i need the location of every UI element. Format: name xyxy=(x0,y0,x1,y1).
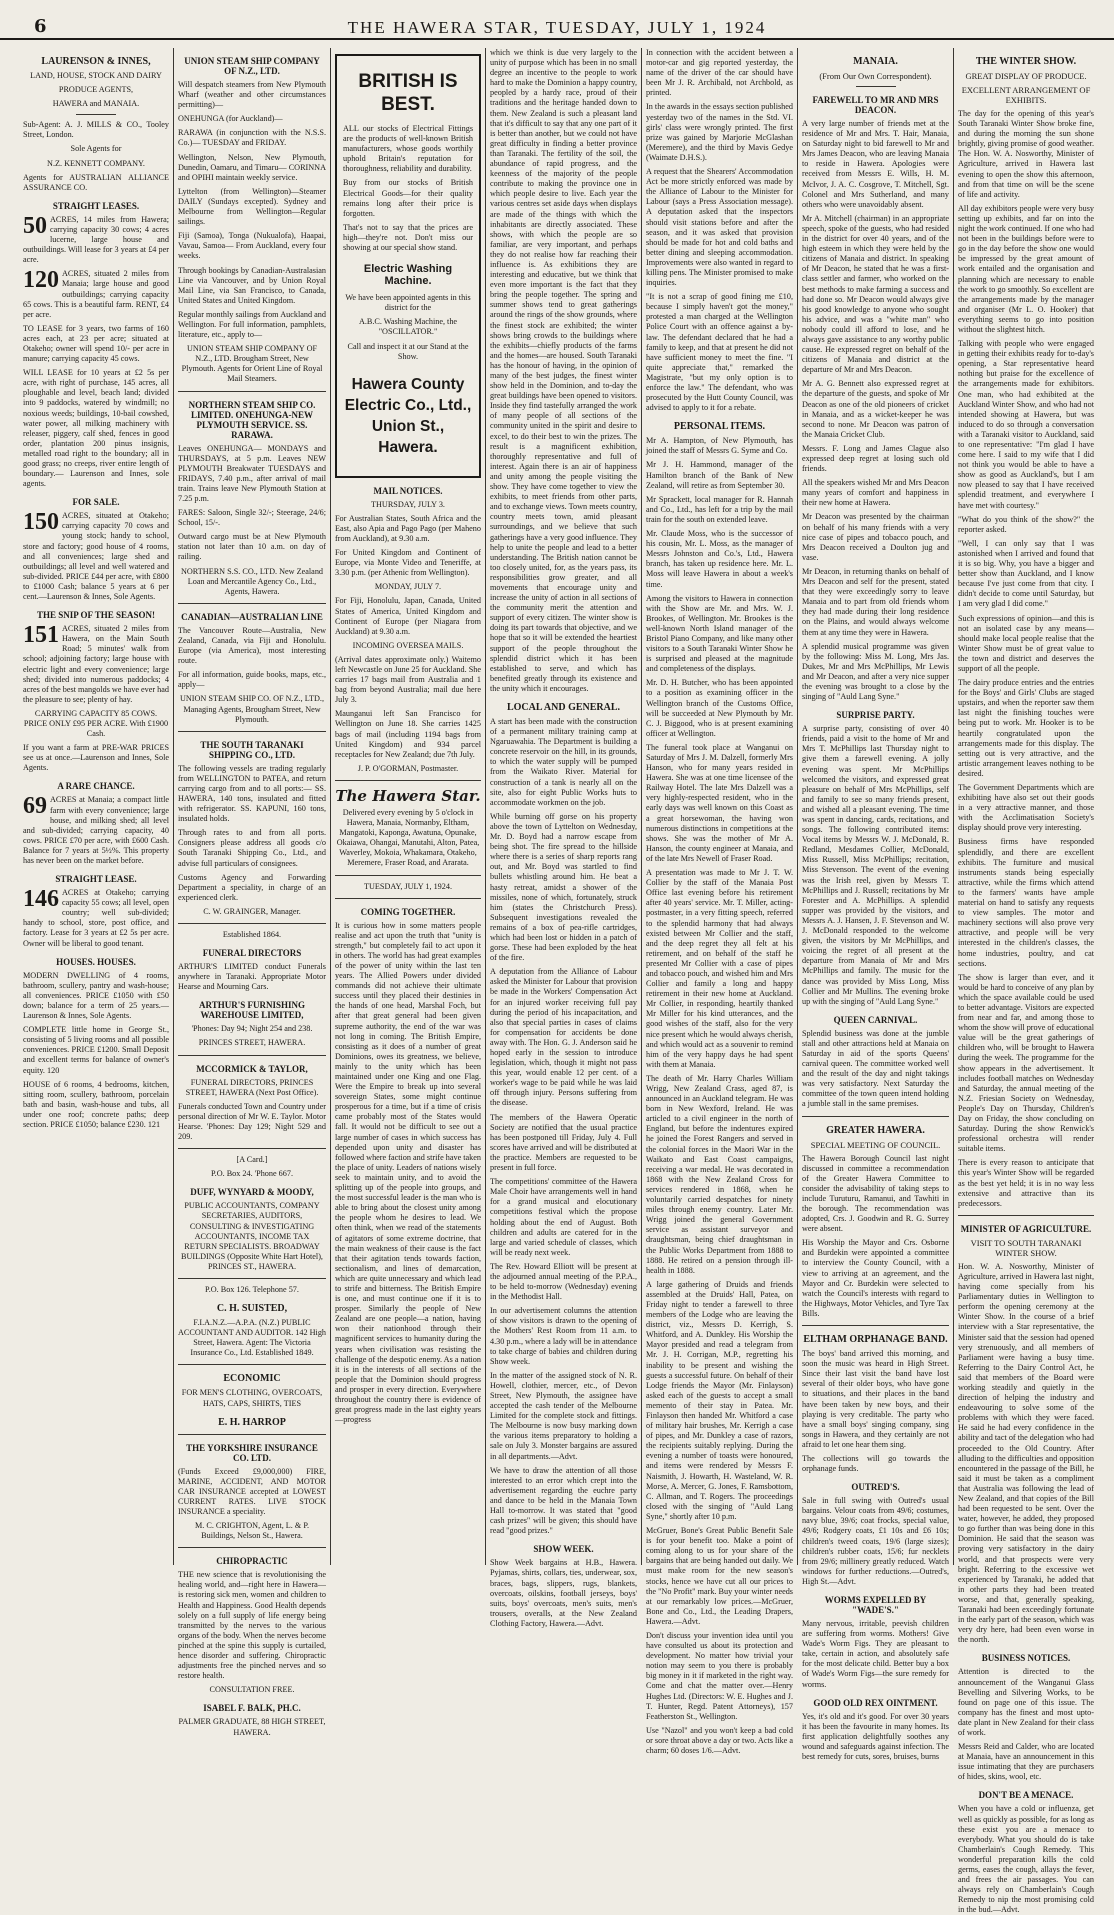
ad-text: (Funds Exceed £9,000,000) FIRE, MARINE, ACCIDENT, AND MOTOR CAR INSURANCE accepted at LOWEST CURRENT RATES. LIVE STOCK INSURANCE a speciality. xyxy=(178,1466,326,1516)
mail-date: MONDAY, JULY 7. xyxy=(374,582,442,592)
news-item: Business firms have responded splendidly, and there are excellent exhibits. The furniture and musical instruments stands being especially attractive, while the firms which attend to the farmers' wants have ample material on hand to satisfy any requests to view samples. The motor and machinery sections will also prove very attractive, and people will be very interested in the children's classes, the home industries, poultry, and cat sections. xyxy=(958,837,1094,968)
news-item: A start has been made with the construction of a permanent military training camp at Ngaruawahia. The Department is building a concrete reservoir on the hill, in its grounds, to which the water supply will be pumped from the Waikato River. Material for construction of a tank is nearly all on the site, also for eight Public Works huts to accommodate workmen on the job. xyxy=(490,717,637,807)
listing-number: 69 xyxy=(23,793,47,820)
news-item: In our advertisement columns the attention of show visitors is drawn to the opening of the Mothers' Rest Room from 11 a.m. to 4.30 p.m., where a lady will be in attendance to take charge of babies and children during Show week. xyxy=(490,1306,637,1366)
listing-text: ACRES at Manaia; a compact little farm with every convenience; large house, and milking shed; all level and sub-divided; carrying capacity, 40 cows. PRICE £70 per acre, with £600 Cash. Balance for 7 years at 5½%. This property has never been on the market before. xyxy=(23,795,169,865)
column-rule xyxy=(330,48,331,1565)
section-heading: A RARE CHANCE. xyxy=(57,781,135,792)
news-item: The death of Mr. Harry Charles William Wrigg, New Zealand Crass, aged 87, is announced in an Auckland telegram. He was born in New Wexford, Ireland. He was articled to a civil engineer in the north of England, but before the indentures expired he joined the Forest Rangers and served in the colonial forces in the Maori War in the Waikato and East Coast campaigns, receiving a war medal. He was decorated in 1868 with the New Zealand Cross for services rendered in 1868, when he voluntarily carried despatches for ninety miles through enemy country. Later Mr. Wrigg joined the general Government service as assistant surveyor and draughtsman, being chief draughtsman in the Public Works Department from 1888 to 1888. He retired on a pension through ill-health in 1888. xyxy=(646,1073,793,1275)
column-rule xyxy=(797,48,798,1565)
ad-heading: CHIROPRACTIC xyxy=(216,1556,288,1567)
mail-date: THURSDAY, JULY 3. xyxy=(371,499,445,509)
editorial-text: which we think is due very largely to the unity of purpose which has been in no small degree an incentive to the people to work hard to make the Dominion a happy country, peopled by a hardy race, proud of their traditions and the heritage handed down to them. New Zealand is such a pleasant land that it's difficult to say that any one part of it is better than another, but we could not have great difficulty in finding a better province than Taranaki. The fertility of the soil, the abundance of rapid progress, and the keenness of the majority of the people contribute to making the province one in which people desire to live. Each year the various centres set aside days when displays are made of the things with which the inhabitants are directly associated. These shows, with which the people are so familiar, are very important, and perhaps they do not realise how far reaching their influence is. As exhibitions they are interesting and educative, but we think that even more important is the fact that they bring the people together. The spring and summer shows tend to great gatherings around the rings of the show grounds, where the finest stock are exhibited; the winter shows bring crowds to the buildings where the exhibits—chiefly products of the farms and the homes—are housed. South Taranaki has the honour of having, in the opinion of many of the best judges, the finest winter show held in the Dominion, and to-day the great buildings have been opened to visitors. Inside they find tastefully arranged the work of many people of all sections of the community united in the spirit and desire to excel, to do their best to win the prizes. The result is a magnificent exhibition, thoroughly representative and full of interest. Again there is an air of happiness and unity among the people visiting the show. They have come together to view the exhibits, to meet friends from other parts, and to exchange views. Town meets country, country meets town, amid pleasant surroundings, and we believe that such gatherings have a very good influence. They help to unite the people and lead to a better understanding. The British nation cannot be too closely united, for, as the years pass, its responsibilities grow greater, and all movements that encourage unity and increase the unity of action in all sections of the community merit the attention and support of every citizen. The winter show is doing its part towards that objective, and we hope that so it will be extended the heartiest support of the people throughout the splendid district which it has been established to serve, and which has benefited greatly through its existence and the unity which it encourages. xyxy=(490,48,637,693)
editorial-date: TUESDAY, JULY 1, 1924. xyxy=(363,881,453,891)
listing-text: ACRES, 14 miles from Hawera; carrying capacity 30 cows; 4 acres lucerne, large house and outbuildings. Will lease for 3 years at £4 per acre. xyxy=(23,214,169,265)
subheading: GREAT DISPLAY OF PRODUCE. xyxy=(965,71,1087,81)
subheading: EXCELLENT ARRANGEMENT OF EXHIBITS. xyxy=(961,85,1091,105)
news-item: His Worship the Mayor and Crs. Osborne and Burdekin were appointed a committee to interview the County Council, with a view to arriving at an agreement, and the Mayor and Cr. Burdekin were selected to watch the Council's interests with regard to the Highways, Motor Vehicles, and Tyre Tax Bills. xyxy=(802,1238,949,1318)
subsection-heading: GOOD OLD REX OINTMENT. xyxy=(813,1697,938,1708)
ad-text: Through bookings by Canadian-Australasian Line via Vancouver, and by Union Royal Mail Line, via San Francisco, to Canada, United States and United Kingdom. xyxy=(178,265,326,305)
news-item: Yes, it's old and it's good. For over 30 years it has been the favourite in many homes. Its first application delightfully soothes any wound and safeguards against infection. The best remedy for cuts, sores, bruises, burns xyxy=(802,1711,949,1762)
listing-number: 146 xyxy=(23,886,59,913)
section-heading: THE WINTER SHOW. xyxy=(975,56,1077,67)
news-item: Talking with people who were engaged in getting their exhibits ready for to-day's opening, a Star representative heard nothing but praise for the excellence of the arrangements made for exhibitors. One man, who had exhibited at the Auckland Winter Show, and who had not intended showing at Hawera, but was induced to do so through a conversation with a Taranaki visitor to Auckland, said to one representative: "I'm glad I have come here. I said to my wife that I did not think you would be able to have a show as good as Auckland's, but I am now pleased to say that I have received splendid treatment, and everywhere I have met with courtesy." xyxy=(958,339,1094,510)
section-heading: LOCAL AND GENERAL. xyxy=(506,702,621,713)
subsection-heading: SURPRISE PARTY. xyxy=(836,710,915,721)
divider xyxy=(335,875,481,876)
mail-notice: For Fiji, Honolulu, Japan, Canada, United States of America, United Kingdom and Continent of Europe (per Niagara from Auckland) at 9.30 a.m. xyxy=(335,596,481,636)
ad-text: Funerals conducted Town and Country under personal direction of Mr W. E. Taylor. Motor Hearse. 'Phones: Day 129; Night 529 and 209. xyxy=(178,1101,326,1142)
ad-text: Will despatch steamers from New Plymouth Wharf (weather and other circumstances permitting)— xyxy=(178,80,326,110)
news-item: A deputation from the Alliance of Labour asked the Minister for Labour that provision be made in the Workers' Compensation Act for an injured worker receiving full pay during the period of his incapacitation, and also that special parties in cases of claims for compensation for accidents be done away with. The Hon. G. J. Anderson said he hoped early in the session to introduce legislation, which, though it might not pass this year, would enable 12 per cent. of a worker's wage to be paid while he was laid off through injury. Persons suffering from the disease. xyxy=(490,967,637,1108)
divider xyxy=(76,114,116,115)
ad-heading: ISABEL F. BALK, PH.C. xyxy=(203,1703,301,1714)
news-item: In the matter of the assigned stock of N. R. Howell, clothier, mercer, etc., of Devon Street, New Plymouth, the assignee have accepted the cash tender of the Melbourne Limited for the complete stock and fittings. The Melbourne is now busy marking down the various items preparatory to holding a sale on July 3. Monster bargains are assured in all departments.—Advt. xyxy=(490,1370,637,1461)
mail-date: INCOMING OVERSEA MAILS. xyxy=(352,640,464,650)
news-item: Use "Nazol" and you won't keep a bad cold or sore throat above a day or two. Acts like a charm; 60 doses 1/6.—Advt. xyxy=(646,1725,793,1755)
divider xyxy=(802,1325,949,1326)
mail-notice: For Australian States, South Africa and the East, also Apia and Pago Pago (per Maheno from Auckland), at 9.30 a.m. xyxy=(335,513,481,543)
ad-text: Fiji (Samoa), Tonga (Nukualofa), Haapai, Vavau, Samoa— From Auckland, every four weeks. xyxy=(178,231,326,261)
divider xyxy=(335,780,481,781)
column-4-local-general xyxy=(487,48,640,1628)
ad-text: We have been appointed agents in this district for the xyxy=(345,293,471,313)
ad-text: UNION STEAM SHIP COMPANY OF N.Z., LTD. Brougham Street, New Plymouth. Agents for Orient Line of Royal Mail Steamers. xyxy=(181,344,323,384)
news-item: The collections will go towards the orphanage funds. xyxy=(802,1453,949,1474)
listing-text: CARRYING CAPACITY 85 COWS. PRICE ONLY £95 PER ACRE. With £1900 Cash. xyxy=(23,708,169,739)
ad-company-name: Hawera County Electric Co., Ltd., Union St., Hawera. xyxy=(344,375,472,456)
news-item: The day for the opening of this year's South Taranaki Winter Show broke fine, and during the morning the sun shone brightly, giving promise of good weather. The Hon. W. A. Nosworthy, Minister of Agriculture, arrived in Hawera last evening to open the show this afternoon, and from that time on will be the scene of life and activity. xyxy=(958,109,1094,199)
news-item: In the awards in the essays section published yesterday two of the names in the Std. VI. girls' class were wrongly printed. The first prize was gained by Marjorie McGlashan (Meremere), and the third by Mavis Gedye (Waimate D.H.S.). xyxy=(646,102,793,162)
news-item: Such expressions of opinion—and this is not an isolated case by any means—should make local people realise that the Winter Show must be of great value to the town and district and deserves the support of all the people. xyxy=(958,613,1094,673)
news-item: The Rev. Howard Elliott will be present at the adjourned annual meeting of the P.P.A., to be held to-morrow (Wednesday) evening in the Methodist Hall. xyxy=(490,1261,637,1302)
newspaper-title: THE HAWERA STAR, TUESDAY, JULY 1, 1924 xyxy=(347,18,767,37)
news-item: Messrs. F. Long and James Clague also expressed deep regret at losing such old friends. xyxy=(802,443,949,474)
ad-text: P.O. Box 24. 'Phone 667. xyxy=(211,1169,293,1179)
subsection-heading: OUTRED'S. xyxy=(851,1482,900,1493)
news-item: McGruer, Bone's Great Public Benefit Sale is for your benefit too. Make a point of coming along to us for your share of the bargains that are being handed out daily. We must make room for the new season's stocks, hence we have cut all our prices to the "No Profit" mark. Buy your winter needs at our remarkably low prices.—McGruer, Bone and Co., Ltd., the Leading Drapers, Hawera.—Advt. xyxy=(646,1526,793,1626)
divider xyxy=(178,1055,326,1056)
ad-text: 'Phones: Day 94; Night 254 and 238. xyxy=(191,1024,313,1034)
ad-heading: CANADIAN—AUSTRALIAN LINE xyxy=(181,611,323,622)
subsection-heading: WORMS EXPELLED BY "WADE'S." xyxy=(824,1595,927,1615)
divider xyxy=(802,1116,949,1117)
news-item: The dairy produce entries and the entries for the Boys' and Girls' Clubs are staged upstairs, and when the reporter saw them last night the finishing touches were being put to work. Mr. Hooker is to be heartily congratulated upon the arrangements made for this display. The setting out is very attractive, and the artistic arrangement leaves nothing to be desired. xyxy=(958,678,1094,778)
subsection-heading: FAREWELL TO MR AND MRS DEACON. xyxy=(812,95,939,115)
news-item: There is every reason to anticipate that this year's Winter Show will be regarded as the best yet held; it is in no way less extensive and attractive than its predecessors. xyxy=(958,1158,1094,1208)
listing-text: ACRES, situated 2 miles from Manaia; large house and good outbuildings; carrying capacity 65 cows. This is a beautiful farm. RENT, £4 per acre. xyxy=(23,269,169,319)
news-item: "Well, I can only say that I was astonished when I arrived and found that it is so big. Why, you have a bigger and better show than Auckland, and I know because I've just come from that city. I didn't decide to come until Saturday, but I am very glad I did come." xyxy=(958,538,1094,609)
listing xyxy=(23,795,169,866)
section-heading: BUSINESS NOTICES. xyxy=(981,1653,1071,1664)
news-item: The show is larger than ever, and it would be hard to conceive of any plan by which the space available could be used to better advantage. Visitors are expected from near and far, and among those to whom the show will prove of educational value will be the great gatherings of children who, will be brought to Hawera during the week. The programme for the show appears in the advertisement. It includes football matches on Wednesday and Saturday, the annual meeting of the N.Z. Friesian Society on Wednesday, People's Day on Thursday, Children's Day on Friday, the show concluding on Saturday. During the show Renwick's professional orchestra will render suitable items. xyxy=(958,972,1094,1154)
divider xyxy=(178,1278,326,1279)
news-item: Mr A. G. Bennett also expressed regret at the departure of the guests, and spoke of Mr Deacon as one of the old pioneers of cricket in Manaia, and as a wicket-keeper he was second to none. Mr Deacon was patron of the Manaia Cricket Club. xyxy=(802,379,949,439)
ad-text: ALL our stocks of Electrical Fittings are the products of well-known British manufacturers, whose goods worthily uphold Britain's reputation for thoroughness, reliability and durability. xyxy=(343,124,473,174)
page-number: 6 xyxy=(34,16,47,37)
section-heading: MINISTER OF AGRICULTURE. xyxy=(960,1223,1092,1234)
ad-text: PRINCES STREET, HAWERA. xyxy=(198,1038,306,1048)
section-heading: HOUSES. HOUSES. xyxy=(56,956,136,967)
listing xyxy=(23,511,169,602)
ad-text: Regular monthly sailings from Auckland and Wellington. For full information, pamphlets, literature, etc., apply to— xyxy=(178,309,326,340)
listing-text: TO LEASE for 3 years, two farms of 160 acres each, at 23 per acre; situated at Otakeho; owner will spend 10/- per acre in manure; carrying capacity 45 cows. xyxy=(23,323,169,364)
section-heading: FOR SALE. xyxy=(72,497,120,508)
ad-text: NORTHERN S.S. CO., LTD. New Zealand Loan and Mercantile Agency Co., Ltd., Agents, Hawera. xyxy=(180,566,324,596)
section-heading: MANAIA. xyxy=(853,56,898,67)
news-item: The funeral took place at Wanganui on Saturday of Mrs J. M. Dalzell, formerly Mrs Hanson, who for many years resided in Hawera. She was at one time licensee of the Railway Hotel. The late Mrs Dalzell was a very highly-respected resident, who in the early days was well known on this Coast as a great horsewoman, the having won numerous distinctions in competitions at the shows. She was the mother of Mr A. Hanson, the county engineer at Manaia, and of the late Mrs Newell of Fraser Road. xyxy=(646,742,793,863)
column-1-laurenson-innes xyxy=(20,48,172,1565)
ad-text: ONEHUNGA (for Auckland)— xyxy=(178,114,283,124)
ad-text: A.B.C. Washing Machine, the "OSCILLATOR." xyxy=(358,317,458,337)
news-item: Mr. D. H. Butcher, who has been appointed to a position as examining officer in the Wellington branch of the Customs Office, will be succeeded at New Plymouth by Mr. C. J. Biggood, who is at present examining officer at Wellington. xyxy=(646,678,793,738)
ad-text: LAND, HOUSE, STOCK AND DAIRY xyxy=(30,71,162,80)
news-item: Attention is directed to the announcement of the Wanganui Glass Bevelling and Silvering Works, to be found on page one of this issue. The company has the finest and most upto-date plant in New Zealand for their class of work. xyxy=(958,1667,1094,1737)
ad-heading: E. H. HARROP xyxy=(218,1416,286,1428)
subsection-heading: SPECIAL MEETING OF COUNCIL. xyxy=(810,1139,941,1150)
ad-text: F.I.A.N.Z.—A.P.A. (N.Z.) PUBLIC ACCOUNTANT AND AUDITOR. 142 High Street, Hawera. Agent: The Victoria Insurance Co., Ltd. Established 1849. xyxy=(178,1318,327,1358)
news-item: The competitions' committee of the Hawera Male Choir have arrangements well in hand for a grand musical and elocutionary competitions festival which the propose holding about the end of August. Both children and adults are catered for in the large and varied schedule of classes, which will be ready next week. xyxy=(490,1177,637,1257)
news-item: Mr J. H. Hammond, manager of the Hamilton branch of the Bank of New Zealand, will retire as from September 30. xyxy=(646,460,793,490)
listing-text: ACRES, situated at Otakeho; carrying capacity 70 cows and young stock; handy to school, store and factory; good house of 4 rooms, and all conveniences; large shed and outbuildings; all level and well watered and sub-divided. PRICE £44 per acre, with £800 to £1000 Cash; balance 5 years at 6 per cent.—Laurenson & Innes, Sole Agents. xyxy=(23,511,169,602)
ad-text: Call and inspect it at our Stand at the Show. xyxy=(347,341,469,361)
listing-number: 150 xyxy=(23,509,59,536)
ad-text: FUNERAL DIRECTORS, PRINCES STREET, HAWERA (Next Post Office). xyxy=(185,1077,319,1097)
divider xyxy=(178,923,326,924)
ad-text: Sole Agents for xyxy=(70,144,122,154)
section-heading: GREATER HAWERA. xyxy=(826,1124,925,1136)
editorial-text: It is curious how in some matters people realise and act upon the truth that "unity is strength," but completely fail to act upon it in others. The world has had great examples of the power of unity within the last ten years. The Allied Powers under divided commands did not achieve their ultimate success until they placed their destinies in the hands of one head, Marshal Foch, but after that great general had been given supreme authority, the end of the war was not long in coming. The British Empire, consisting as it does of a number of great Dominions, owes its greatness, we believe, mainly to the unity which has been maintained under one King and one Flag. Were the Empire to break up into several sovereign States, some might continue prosperous for a time, but if a time of crisis came probably most of the States would fall. It would not be difficult to see out a large number of cases in which success has depended upon unity and disaster has followed where faction and strife have taken the place of unity. Leaders of nations wisely seek to maintain unity, and to avoid the splitting up of the people into groups, and the most successful leader is the man who is able to bring about the closest unity among the people whom he desires to lead. We often think, when we read of the statements of agitators of some extreme doctrine, that the main weakness of their cause is the fact that their agitation tends towards faction, sectionalism, and lines of demarcation, which are quite unnecessary and which lead to strife and bitterness. The British Empire is one, and must continue one if it is to prosper. Similarly the people of New Zealand are one people—a nation, having won their nationhood through their magnificent services to humanity during the years when civilisation was resisting the challenge of the despotic enemy. As a nation it is in the interests of all sections of the people that the Dominion should progress and prosper in every direction. Everywhere throughout the country there is evidence of great progress made in the last eighty years—progress xyxy=(335,920,481,1425)
listing-text: HOUSE of 6 rooms, 4 bedrooms, kitchen, sitting room, scullery, bathroom, porcelain bath and basin, wash-house and tubs, all under one roof; concrete paths; deep section. PRICE £1050; balance £230. 121 xyxy=(23,1079,169,1129)
mail-signature: J. P. O'GORMAN, Postmaster. xyxy=(357,763,459,773)
divider xyxy=(178,1364,326,1365)
ad-text: The following vessels are trading regularly from WELLINGTON to PATEA, and return carrying cargo from and to all ports:— SS. HAWERA, 140 tons, insulated and fitted with refrigerator. SS. KAPUNI, 160 tons, insulated holds. xyxy=(178,763,326,824)
editorial-heading: COMING TOGETHER. xyxy=(360,906,456,917)
column-rule xyxy=(641,48,642,1565)
news-item: Messrs Reid and Calder, who are located at Manaia, have an announcement in this issue intimating that they are purchasers of hides, skins, wool, etc. xyxy=(958,1742,1094,1782)
news-item: We have to draw the attention of all those interested to an error which crept into the advertisement regarding the euchre party and dance to be held in the Manaia Town Hall to-morrow. It was stated that "good cash prizes" will be given; this should have read "good prizes." xyxy=(490,1465,637,1536)
ad-text: FOR MEN'S CLOTHING, OVERCOATS, HATS, CAPS, SHIRTS, TIES xyxy=(181,1388,323,1408)
ad-text: Wellington, Nelson, New Plymouth, Dunedin, Oamaru, and Timaru— CORINNA and OPIHI maintain weekly service. xyxy=(178,152,326,182)
divider xyxy=(178,1434,326,1435)
column-5-personal-items xyxy=(643,48,796,1755)
news-item: Mr A. Mitchell (chairman) in an appropriate speech, spoke of the guests, who had resided in the district for over 40 years, and of the high esteem in which they were held by the citizens of Manaia and district. In speaking of Mr Deacon, he stated that he was a first-class settler and farmer, who worked on the best methods to make farming a success and had done so. Mr Deacon would always give his good knowledge to anyone who sought his advice, and was a "white man" who nobody could ill afford to lose, and he always gave assistance to any worthy public cause. He expressed regret on behalf of the citizens of Manaia and district at the departure of Mr and Mrs Deacon. xyxy=(802,213,949,375)
ad-text: ARTHUR'S LIMITED conduct Funerals anywhere in Taranaki. Appropriate Motor Hearse and Mourning Cars. xyxy=(178,962,326,992)
column-3-editorial xyxy=(332,48,484,1565)
news-item: The members of the Hawera Operatic Society are notified that the usual practice has been postponed till Friday, July 4. Full scores have arrived and will be distributed at the practice. Members are requested to be present in full force. xyxy=(490,1112,637,1173)
ad-text: The Vancouver Route—Australia, New Zealand, Canada, via Fiji and Honolulu. Europe (via America), most interesting route. xyxy=(178,625,326,666)
section-heading: THE SNIP OF THE SEASON! xyxy=(36,610,156,621)
listing xyxy=(23,212,169,265)
news-item: Mr. Claude Moss, who is the successor of his cousin, Mr. L. Moss, as the manager of Messrs Johnston and Co.'s, Ltd., Hawera branch, has taken up residence here. Mr. L. Moss will leave Hawera in about a week's time. xyxy=(646,529,793,589)
column-rule xyxy=(953,48,954,1565)
electric-co-advert xyxy=(335,54,481,478)
news-item: A splendid musical programme was given by the following: Miss M. Long, Mrs Jas. Dukes, Mr and Mrs McPhillips, Mr Lewis and Mr Deacon, and after a very nice supper the evening was brought to a close by the singing of "Auld Lang Syne." xyxy=(802,641,949,702)
news-item: In connection with the accident between a motor-car and gig reported yesterday, the name of the driver of the car should have been Mr J. R. Archibald, not Archbold, as printed. xyxy=(646,48,793,98)
listing-text: MODERN DWELLING of 4 rooms, bathroom, scullery, pantry and wash-house; all conveniences. PRICE £1050 with £50 down; balance for a term of 25 years.—Laurenson & Innes, Sole Agents. xyxy=(23,970,169,1021)
column-rule xyxy=(485,48,486,1565)
divider xyxy=(178,1547,326,1548)
news-item: The Government Departments which are exhibiting have also set out their goods in a very attractive manner, and those with the Acclimatisation Society's display should prove very interesting. xyxy=(958,783,1094,833)
listing xyxy=(23,624,169,705)
news-item: Mr Deacon, in returning thanks on behalf of Mrs Deacon and self for the present, stated that they were exceedingly sorry to leave Manaia and to part from old friends whom they had made during their long residence on the Plains, and would always welcome them at any time they were in Hawera. xyxy=(802,566,949,637)
ad-text: Through rates to and from all ports. Consigners please address all goods c/o South Taranaki Shipping Co., Ltd., and advise full particulars of consignees. xyxy=(178,828,326,868)
mail-notice: (Arrival dates approximate only.) Waitemo left Newcastle on June 25 for Auckland. She carries 17 bags mail from Australia and 1 bag from beyond Australia; mail due here July 3. xyxy=(335,654,481,705)
news-item: Mr A. Hampton, of New Plymouth, has joined the staff of Messrs G. Syme and Co. xyxy=(646,436,793,456)
ad-text: For all information, guide books, maps, etc., apply— xyxy=(178,670,326,690)
ad-text: Agents for AUSTRALIAN ALLIANCE ASSURANCE CO. xyxy=(23,172,169,192)
listing-number: 50 xyxy=(23,212,47,239)
listing-text: WILL LEASE for 10 years at £2 5s per acre, with right of purchase, 145 acres, all ploughable and level, beach land; divided into 9 paddocks, watered by windmill; no noxious weeds; buildings, 10-bail cowshed, water power, all milking machinery with releaser, piggery, calf shed, fences in good order, plantation 200 pinus insignis, metalled road right to the boundary; all in good grass; no creeps, river entire length of boundary.— Laurenson and Innes, sole agents. xyxy=(23,368,169,489)
ad-heading: DUFF, WYNYARD & MOODY, xyxy=(190,1187,314,1198)
subheading: VISIT TO SOUTH TARANAKI WINTER SHOW. xyxy=(970,1237,1082,1258)
mail-notice: Maunganui left San Francisco for Wellington on June 18. She carries 1425 bags of mail (including 1194 bags from United Kingdom) and 934 parcel receptacles for New Zealand; due 7th July. xyxy=(335,709,481,759)
listing-text: If you want a farm at PRE-WAR PRICES see us at once.—Laurenson and Innes, Sole Agents. xyxy=(23,743,169,773)
listing xyxy=(23,269,169,319)
divider xyxy=(178,603,326,604)
divider xyxy=(856,86,896,87)
divider xyxy=(335,898,481,899)
subsection-heading: DON'T BE A MENACE. xyxy=(978,1790,1074,1801)
news-item: Don't discuss your invention idea until you have consulted us about its protection and development. No matter how trivial your notion may seem to you there is probably big money in it if marketed in the right way. Come and chat the matter over.—Henry Hughes Ltd. (Directors: W. E. Hughes and J. T. Hunter, Regd. Patent Attorneys), 157 Featherston St., Wellington. xyxy=(646,1630,793,1721)
ad-heading: THE SOUTH TARANAKI SHIPPING CO., LTD. xyxy=(200,739,304,760)
section-heading: STRAIGHT LEASES. xyxy=(52,200,140,211)
news-item: Many nervous, irritable, peevish children are suffering from worms. Mothers! Give Wade's Worm Figs. They are pleasant to take, certain in action, and absolutely safe for the most delicate child. Better buy a box of Wade's Worm Figs—the sure remedy for worms. xyxy=(802,1619,949,1689)
column-6-manaia xyxy=(799,48,952,1762)
column-7-winter-show xyxy=(955,48,1097,1915)
news-item: "What do you think of the show?" the reporter asked. xyxy=(958,514,1094,534)
ad-text: Leaves ONEHUNGA— MONDAYS and THURSDAYS, at 5 p.m. Leaves NEW PLYMOUTH Breakwater TUESDAYS and FRIDAYS, 7.40 p.m., after arrival of mail train. Trains leave New Plymouth Station at 7.25 p.m. xyxy=(178,443,326,503)
ad-text: Established 1864. xyxy=(222,930,282,939)
ad-heading: MCCORMICK & TAYLOR, xyxy=(196,1063,308,1074)
ad-heading: THE YORKSHIRE INSURANCE CO. LTD. xyxy=(186,1442,318,1463)
byline: (From Our Own Correspondent). xyxy=(819,71,932,81)
ad-heading: NORTHERN STEAM SHIP CO. LIMITED. ONEHUNGA-NEW PLYMOUTH SERVICE. SS. RARAWA. xyxy=(188,399,316,440)
ad-text: C. W. GRAINGER, Manager. xyxy=(203,906,301,916)
nameplate-logo: The Hawera Star. xyxy=(335,786,481,805)
section-heading: MAIL NOTICES. xyxy=(373,485,443,496)
ad-headline: BRITISH IS BEST. xyxy=(358,71,458,115)
ad-heading: FUNERAL DIRECTORS xyxy=(202,948,302,959)
news-item: While burning off gorse on his property above the town of Lyttelton on Wednesday, Mr. D. Boyd had a narrow escape from being shot. The fire spread to the hillside where there is a series of sharp reports rang out, and Mr. Boyd was startled to find bullets whistling around him. He beat a hasty retreat, amidst a shower of the missiles, none of which, fortunately, struck him (states the Christchurch Press). Subsequent investigations revealed the remains of a box of pea-rifle cartridges, which had been lost or hidden in a patch of gorse. These had been exploded by the heat of the fire. xyxy=(490,811,637,963)
ad-text: PRODUCE AGENTS, xyxy=(58,85,134,95)
news-item: Sale in full swing with Outred's usual bargains. Velour coats from 49/6; costumes, navy blue, 39/6; coat frocks, special value, 49/6; Rodgery coats, £1 10s and £6 10s; children's tweed coats, 19/6 (large sizes); children's rubber coats, 15/6; fur necklets from 29/6; millinery greatly reduced. Watch windows for further reductions.—Outred's, High St.—Advt. xyxy=(802,1496,949,1586)
news-item: All the speakers wished Mr and Mrs Deacon many years of comfort and happiness in their new home at Hawera. xyxy=(802,478,949,508)
ad-text: P.O. Box 126. Telephone 57. xyxy=(205,1284,299,1294)
ad-text: PUBLIC ACCOUNTANTS, COMPANY SECRETARIES, AUDITORS, CONSULTING & INVESTIGATING ACCOUNTANTS, INCOME TAX RETURN SPECIALISTS. BROADWAY BUILDINGS (Opposite White Hart Hotel), PRINCES ST., HAWERA. xyxy=(181,1201,323,1271)
ad-text: FARES: Saloon, Single 32/-; Steerage, 24/6; School, 15/-. xyxy=(178,508,326,528)
news-item: A large gathering of Druids and friends assembled at the Druids' Hall, Patea, on Friday night to tender a farewell to three members of the Lodge who are leaving the district, viz., Messrs D. Kerrigh, S. Whitford, and A. Dunkley. His Worship the Mayor presided and read a telegram from Mr. J. H. Corrigan, M.P., regretting his inability to be present and wishing the guests a successful future. On behalf of their Lodge friends the Mayor (Mr. Finlayson) asked each of the guests to accept a small memento of their stay in Patea. Mr. Finlayson then handed Mr. Whitford a case of military hair brushes, Mr. Kerrigh a case of pipes, and Mr. Dunkley a case of razors, the recipients suitably replying. During the evening a number of toasts were honoured, and items were rendered by Messrs F. Naismith, J. Howarth, H. Wasteland, W. R. Morse, A. Mercer, G. Jones, F. Ramsbottom, C. Allman, and T. Rogers. The proceedings closed with the singing of "Auld Lang Syne," shortly after 10 p.m. xyxy=(646,1279,793,1521)
section-heading: SHOW WEEK. xyxy=(533,1544,594,1555)
news-item: A presentation was made to Mr J. T. W. Collier by the staff of the Manaia Post Office last evening before his retirement after 40 years' service. Mr. T. Miller, acting-postmaster, in a very fitting speech, referred to the splendid harmony that had always existed between Mr Collier and the staff, and the deep regret they all felt at his retirement, and on behalf of the staff he presented Mr Collier with a case of pipes and tobacco pouch, and wished him and Mrs Collier and family a long and happy retirement in their new home at Auckland. Mr Collier, in responding, heartily thanked Mr Miller for his kind utterances, and the good wishes of the staff, also for the very nice present which he would always cherish, and which would act as a souvenir to remind him of the very happy days he had spent with them at Manaia. xyxy=(646,868,793,1069)
ad-heading: ARTHUR'S FURNISHING WAREHOUSE LIMITED, xyxy=(199,1000,305,1021)
divider xyxy=(178,731,326,732)
news-item: Show Week bargains at H.B., Hawera. Pyjamas, shirts, collars, ties, underwear, sox, braces, bags, slippers, rugs, blankets, overcoats, oilskins, football jerseys, boys' suits, boys' overcoats, men's suits, men's trousers, overalls, at the New Zealand Clothing Factory, Hawera.—Advt. xyxy=(490,1558,637,1628)
ad-text: RARAWA (in conjunction with the N.S.S. Co.)— TUESDAY and FRIDAY. xyxy=(178,128,326,148)
ad-heading: C. H. SUISTED, xyxy=(216,1303,288,1315)
ad-text: Customs Agency and Forwarding Department a speciality, in charge of an experienced clerk. xyxy=(178,872,326,902)
news-item: Mr Sprackett, local manager for R. Hannah and Co., Ltd., has left for a trip by the mail train for the south on extended leave. xyxy=(646,494,793,524)
ad-text: Sub-Agent: A. J. MILLS & CO., Tooley Street, London. xyxy=(23,120,169,140)
news-item: All day exhibitors people were very busy setting up exhibits, and far on into the night the work continued. If one who had not been in the buildings before were to go in the day before the show one would be impressed by the great amount of work entailed and the organisation and planning which are necessary to enable the work to go smoothly. So excellent are the arrangements made by the manager and organiser (Mr L. O. Hooker) that everything seems to go into position without the slightest hitch. xyxy=(958,203,1094,334)
ad-heading: UNION STEAM SHIP COMPANY OF N.Z., LTD. xyxy=(184,56,320,76)
section-heading: ELTHAM ORPHANAGE BAND. xyxy=(803,1334,948,1346)
listing-text: COMPLETE little home in George St., consisting of 5 living rooms and all possible conveniences. PRICE £1200. Small Deposit and excellent terms for balance of owner's equity. 120 xyxy=(23,1025,169,1075)
delivery-notice: Delivered every evening by 5 o'clock in Hawera, Manaia, Normanby, Eltham, Mangatoki, Kaponga, Awatuna, Opunake, Okaiawa, Ohangai, Manutahi, Alton, Patea, Waverley, Mokoia, Whakamara, Otakeho, Meremere, Fraser Road, and Ararata. xyxy=(336,807,480,868)
news-item: When you have a cold or influenza, get well as quickly as possible, for as long as these exist you are a menace to everybody. What you should do is take Chamberlain's Cough Remedy. This wonderful preparation kills the cold germs, eases the cough, allays the fever, and frees the air passages. You can always rely on Chamberlain's Cough Remedy to nip the most promising cold in the bud.—Advt. xyxy=(958,1804,1094,1915)
news-item: Among the visitors to Hawera in connection with the Show are Mr. and Mrs. W. J. Brookes, of Wellington. Mr. Brookes is the well-known North Island manager of the Bristol Piano Company, and like many other visitors to a South Taranaki Winter Show he is surprised and pleased at the magnitude and completeness of the displays. xyxy=(646,593,793,674)
listing xyxy=(23,888,169,949)
listing-number: 151 xyxy=(23,622,59,649)
news-item: Mr Deacon was presented by the chairman on behalf of his many friends with a very nice case of pipes and tobacco pouch, and Mrs Deacon received a Doulton jug and vase. xyxy=(802,512,949,562)
listing-number: 120 xyxy=(23,267,59,294)
ad-text: UNION STEAM SHIP CO. OF N.Z., LTD., Managing Agents, Brougham Street, New Plymouth. xyxy=(179,694,325,724)
section-heading: STRAIGHT LEASE. xyxy=(55,874,137,885)
news-item: The Hawera Borough Council last night discussed in committee a recommendation of the Greater Hawera Committee to consider the advisability of taking steps to include Turuturu, Ramanui, and Tawhiti in the borough. The recommendation was adopted, Crs. J. Goodwin and R. G. Surrey were absent. xyxy=(802,1153,949,1234)
ad-text: HAWERA and MANAIA. xyxy=(52,99,140,109)
ad-text: M. C. CRIGHTON, Agent, L. & P. Buildings, Nelson St., Hawera. xyxy=(194,1521,310,1541)
masthead xyxy=(0,0,1114,40)
news-item: Splendid business was done at the jumble stall and other attractions held at Manaia on Saturday in aid of the sports Queens' carnival queen. The committee worked well and the result of the day and night takings was very satisfactory. Next Saturday the committee of the town queen intend holding a jumble stall in the same premises. xyxy=(802,1028,949,1109)
listing-text: ACRES, situated 2 miles from Hawera, on the Main South Road; 5 minutes' walk from school; adjoining factory; large house with electric light and every convenience; large shed; divided into numerous paddocks; 4 acres of the best mangolds we have ever had the pleasure to see; plenty of hay. xyxy=(23,624,169,704)
ad-heading: ECONOMIC xyxy=(223,1373,281,1385)
ad-heading: LAURENSON & INNES, xyxy=(41,56,151,67)
news-item: Hon. W. A. Nosworthy, Minister of Agriculture, arrived in Hawera last night, having come specially from his Parliamentary duties in Wellington to perform the opening ceremony at the Winter Show. In the course of a brief interview with a Star representative, the Minister said that the session had opened very strenuously, and all members of Parliament were having a busy time. Referring to the Dairy Control Act, he said that members of the Board were working steadily and quietly in the direction of helping the industry and endeavouring to solve some of the problems with which they were faced. He said he had every confidence in the ability and tact of the delegation who had proceeded to the Old Country. After alluding to the difficulties and opposition encountered in the passage of the Bill, he said it must be taken as a compliment that Australia was following the lead of New Zealand, and that copies of the Bill had been requested to be sent. Over the water, however, he added, they proposed to go further than was being done in this Dominion. He said that the season was proving very satisfactory in the dairy world, and that prospects were very bright. Referring to the excessive wet experienced by Taranaki, he added that in other parts they had been treated worse, and that, generally speaking, Taranaki had been exceedingly fortunate in the early part of the season, which was very dry here, had been even worse in the north. xyxy=(958,1261,1094,1645)
section-heading: PERSONAL ITEMS. xyxy=(673,421,766,433)
ad-text: That's not to say that the prices are high—they're not. Don't miss our showing at our special show stand. xyxy=(343,222,473,253)
ad-text: Lyttelton (from Wellington)—Steamer DAILY (Sundays excepted). Sydney and Melbourne from Wellington—Regular sailings. xyxy=(178,186,326,227)
news-item: A request that the Shearers' Accommodation Act be more strictly enforced was made by the Alliance of Labour to the Minister for Labour (says a Press Association message). A deputation asked that the inspectors should visit stations before and after the season, and it was asked that provision should be made for hot and cold baths and better dining and sleeping accommodation. Improvements were also wanted in regard to killing pens. The Minister promised to make inquiries. xyxy=(646,167,793,288)
news-item: A surprise party, consisting of over 40 friends, paid a visit to the home of Mr and Mrs T. McPhillips last Thursday night to give them a farewell evening. A jolly evening was spent. Mr McPhillips welcomed the visitors, and expressed great pleasure on behalf of Mrs McPhillips, self and family to see so many friends present, and wished all a pleasant evening. The time was spent in dancing, cards, recitations, and songs. The following contributed items: Vocal items by Messrs W. J. McDonald, R. Redland, Mesdames Collier, McDonald, Miss Russell, Miss McPhillips; recitation, Miss Stevenson. The event of the evening was the Irish reel, given by Messrs T. McPhillips and J. Russell; recitations by Mr Forester and A. McPhillips. A splendid supper was provided by the visitors, and Messrs A. J. Hansen, J. F. Stevenson and W. J. McDonald responded to the welcome given, the visitors by Mr McPhillips, and voicing the regret of all present at the departure from Manaia of Mr and Mrs McPhillips and family. The music for the dance was provided by Miss Long, Miss Collier and Mr Mullins. The evening broke up with the singing of "Auld Lang Syne." xyxy=(802,724,949,1006)
ad-text: CONSULTATION FREE. xyxy=(209,1685,295,1695)
column-2-shipping-ads xyxy=(175,48,329,1737)
divider xyxy=(958,1215,1094,1216)
listing-text: ACRES at Otakeho; carrying capacity 55 cows; all level, open country; well sub-divided; handy to school, store, post office, and factory. Lease for 3 years at £2 5s per acre. Owner will be liberal to good tenant. xyxy=(23,888,169,948)
ad-text: Outward cargo must be at New Plymouth station not later than 10 a.m. on day of railing. xyxy=(178,532,326,562)
mail-notice: For United Kingdom and Continent of Europe, via Monte Video and Teneriffe, at 3.30 p.m. (per Athenic from Wellington). xyxy=(335,548,481,578)
news-item: A very large number of friends met at the residence of Mr and Mrs. T. Hair, Manaia, on Saturday night to bid farewell to Mr and Mrs James Deacon, who are leaving Manaia to reside in Hawera. Apologies were received from Messrs E. Wills, H. M. McIvor, J. A. C. Cosgrove, T. Mitchell, Sgt. Colonel and Mrs Sutherland, and many others who were unavoidably absent. xyxy=(802,119,949,209)
column-rule xyxy=(173,48,174,1565)
news-item: The boys' band arrived this morning, and soon the music was heard in High Street. Since their last visit the band have lost several of their older boys, who have gone to situations, and their places in the band have been taken by new boys, and their playing is very creditable. The party who have a small boys' singing company, sing songs in Hawera, and they certainly are not afraid to let one hear them sing. xyxy=(802,1349,949,1449)
subsection-heading: QUEEN CARNIVAL. xyxy=(833,1014,918,1025)
ad-text: [A Card.] xyxy=(236,1155,268,1165)
ad-subheadline: Electric Washing Machine. xyxy=(363,263,453,288)
divider xyxy=(178,391,326,392)
news-item: "It is not a scrap of good fining me £10, because I simply haven't got the money," protested a man charged at the Wellington Police Court with an offence against a by-law. The defendant declared that he had a family to keep, and that at present he did not have sufficient money to meet the fine. "I quite appreciate that," remarked the Magistrate, "but my only option is to enforce the law." The defendant, who was prosecuted by the Hutt County Council, was advised to apply to it for a rebate. xyxy=(646,292,793,413)
ad-text: N.Z. KENNETT COMPANY. xyxy=(47,158,145,168)
divider xyxy=(178,1148,326,1149)
ad-text: THE new science that is revolutionising the healing world, and—right here in Hawera—is restoring sick men, women and children to Health and Happiness. Good Health depends solely on a full supply of life energy being transmitted by the nerves to the various organs of the body. When the nerves become pinched at the spine this supply is curtailed, hence disorder and suffering. Chiropractic adjustments free the pinched nerves and so restore health. xyxy=(178,1570,326,1681)
ad-text: Buy from our stocks of British Electrical Goods—for their quality remains long after their price is forgotten. xyxy=(343,178,473,218)
ad-text: PALMER GRADUATE, 88 HIGH STREET, HAWERA. xyxy=(178,1717,326,1737)
